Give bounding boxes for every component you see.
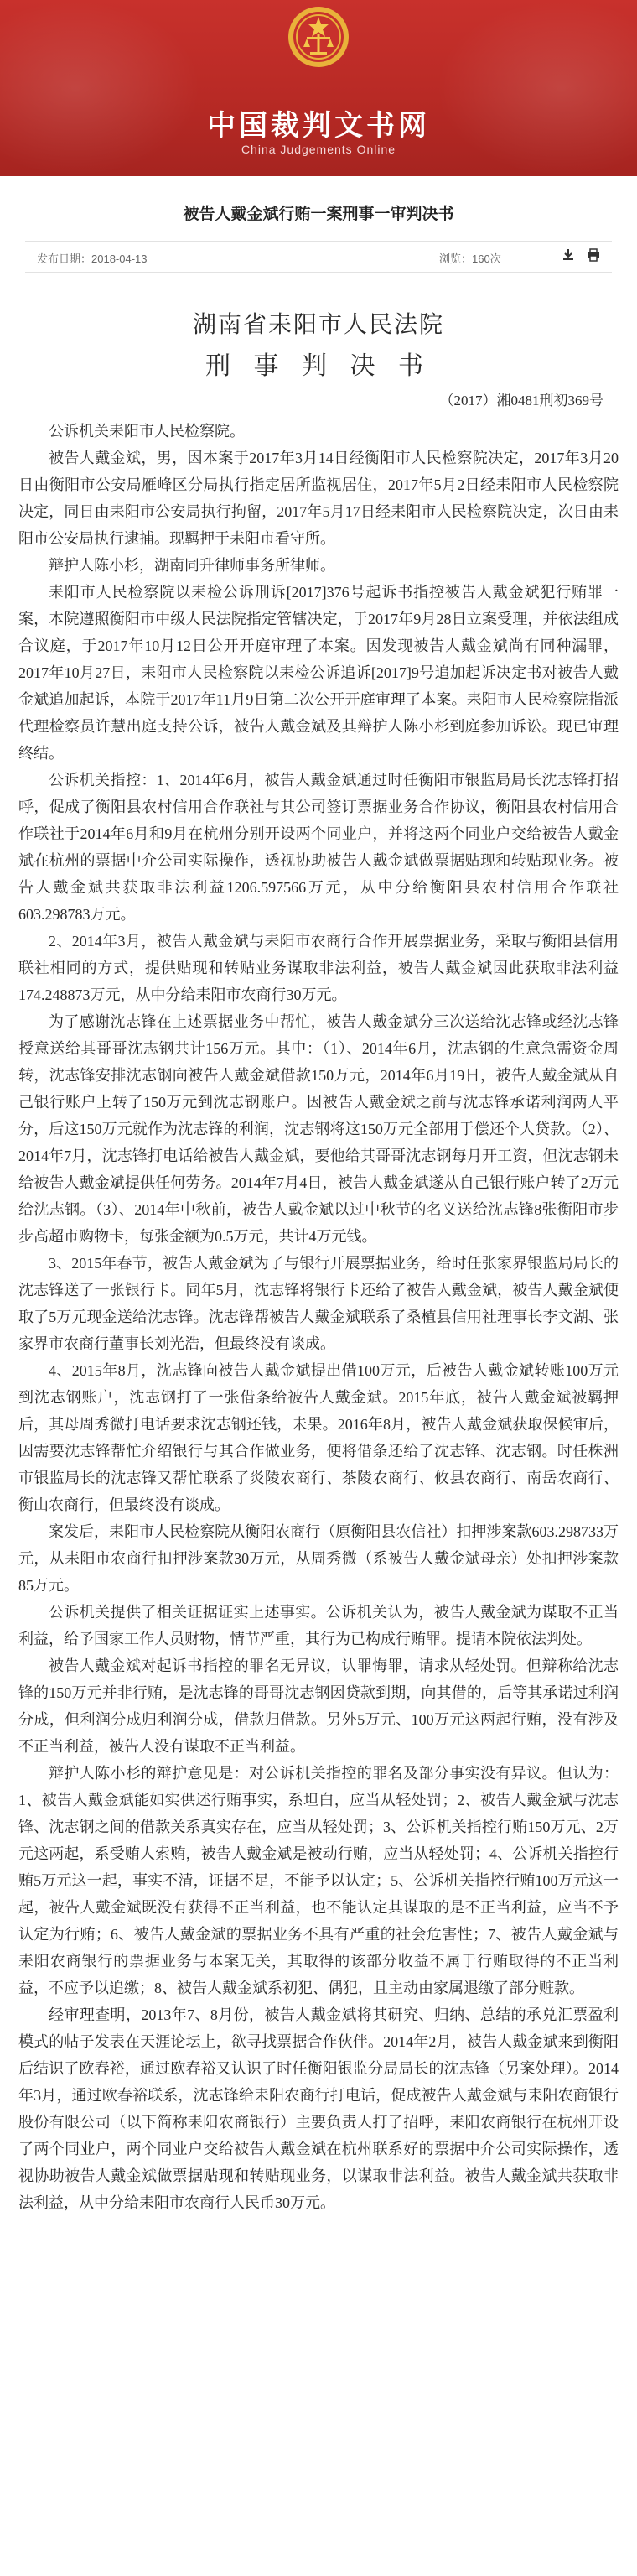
site-banner bbox=[0, 0, 637, 176]
site-subtitle: China Judgements Online bbox=[241, 143, 396, 156]
case-number: （2017）湘0481刑初369号 bbox=[439, 393, 603, 409]
download-icon[interactable] bbox=[562, 248, 575, 262]
judgment-paragraphs bbox=[18, 418, 619, 2216]
paragraph: 被告人戴金斌对起诉书指控的罪名无异议，认罪悔罪，请求从轻处罚。但辩称给沈志锋的150万元并非行贿，是沈志锋的哥哥沈志钢因贷款到期，向其借的，后等其承诺过利润分成，但利润分成归利润分成，借款归借款。另外5万元、100万元这两起行贿，没有涉及不正当利益，被告人没有谋取不正当利益。 bbox=[18, 1657, 619, 1755]
judgment-body bbox=[18, 273, 619, 2216]
court-name: 湖南省耒阳市人民法院 bbox=[192, 312, 444, 338]
paragraph: 4、2015年8月，沈志锋向被告人戴金斌提出借100万元，后被告人戴金斌转账100万元到沈志钢账户，沈志钢打了一张借条给被告人戴金斌。2015年底，被告人戴金斌被羁押后，其母周秀微打电话要求沈志钢还钱，未果。2016年8月，被告人戴金斌获取保候审后，因需要沈志锋帮忙介绍银行与其合作做业务，便将借条还给了沈志锋、沈志钢。时任株洲市银监局长的沈志锋又帮忙联系了炎陵农商行、茶陵农商行、攸县农商行、南岳农商行、衡山农商行，但最终没有谈成。 bbox=[18, 1362, 619, 1513]
paragraph: 耒阳市人民检察院以耒检公诉刑诉[2017]376号起诉书指控被告人戴金斌犯行贿罪一案，本院遵照衡阳市中级人民法院指定管辖决定，于2017年9月28日立案受理，并依法组成合议庭，于2017年10月12日公开开庭审理了本案。因发现被告人戴金斌尚有同种漏罪，2017年10月27日，耒阳市人民检察院以耒检公诉追诉[2017]9号追加起诉决定书对被告人戴金斌追加起诉，本院于2017年11月9日第二次公开开庭审理了本案。耒阳市人民检察院指派代理检察员许慧出庭支持公诉，被告人戴金斌及其辩护人陈小杉到庭参加诉讼。现已审理终结。 bbox=[18, 584, 619, 762]
court-emblem-icon bbox=[287, 5, 350, 69]
paragraph: 被告人戴金斌，男，因本案于2017年3月14日经衡阳市人民检察院决定，2017年3月20日由衡阳市公安局雁峰区分局执行指定居所监视居住，2017年5月2日经耒阳市人民检察院决定，同日由耒阳市公安局执行拘留，2017年5月17日经耒阳市人民检察院决定，次日由耒阳市公安局执行逮捕。现羁押于耒阳市看守所。 bbox=[18, 450, 619, 547]
publish-date: 发布日期：2018-04-13 bbox=[37, 252, 148, 265]
paragraph: 辩护人陈小杉的辩护意见是：对公诉机关指控的罪名及部分事实没有异议。但认为：1、被告人戴金斌能如实供述行贿事实，系坦白，应当从轻处罚；2、被告人戴金斌与沈志锋、沈志钢之间的借款关系真实存在，应当从轻处罚；3、公诉机关指控行贿150万元、2万元这两起，系受贿人索贿，被告人戴金斌是被动行贿，应当从轻处罚；4、公诉机关指控行贿5万元这一起，事实不清，证据不足，不能予以认定；5、公诉机关指控行贿100万元这一起，被告人戴金斌既没有获得不正当利益，也不能认定其谋取的是不正当利益，应当不予认定为行贿；6、被告人戴金斌的票据业务不具有严重的社会危害性；7、被告人戴金斌与耒阳农商银行的票据业务与本案无关，其取得的该部分收益不属于行贿取得的不正当利益，不应予以追缴；8、被告人戴金斌系初犯、偶犯，且主动由家属退缴了部分赃款。 bbox=[18, 1765, 619, 1996]
paragraph: 辩护人陈小杉，湖南同升律师事务所律师。 bbox=[49, 557, 335, 574]
paragraph: 2、2014年3月，被告人戴金斌与耒阳市农商行合作开展票据业务，采取与衡阳县信用联社相同的方式，提供贴现和转贴业务谋取非法利益，被告人戴金斌因此获取非法利益174.248873万元，从中分给耒阳市农商行30万元。 bbox=[18, 933, 619, 1003]
document-meta-bar bbox=[25, 241, 612, 273]
paragraph: 案发后，耒阳市人民检察院从衡阳农商行（原衡阳县农信社）扣押涉案款603.298733万元，从耒阳市农商行扣押涉案款30万元，从周秀微（系被告人戴金斌母亲）处扣押涉案款85万元。 bbox=[18, 1523, 619, 1594]
print-icon[interactable] bbox=[587, 248, 600, 262]
paragraph: 公诉机关指控：1、2014年6月，被告人戴金斌通过时任衡阳市银监局局长沈志锋打招呼，促成了衡阳县农村信用合作联社与其公司签订票据业务合作协议，衡阳县农村信用合作联社于2014年6月和9月在杭州分别开设两个同业户，并将这两个同业户交给被告人戴金斌在杭州的票据中介公司实际操作，透视协助被告人戴金斌做票据贴现和转贴现业务。被告人戴金斌共获取非法利益1206.597566万元，从中分给衡阳县农村信用合作联社603.298783万元。 bbox=[18, 772, 619, 923]
document-actions bbox=[562, 248, 600, 262]
paragraph: 公诉机关提供了相关证据证实上述事实。公诉机关认为，被告人戴金斌为谋取不正当利益，给予国家工作人员财物，情节严重，其行为已构成行贿罪。提请本院依法判处。 bbox=[18, 1604, 619, 1647]
paragraph: 经审理查明，2013年7、8月份，被告人戴金斌将其研究、归纳、总结的承兑汇票盈利模式的帖子发表在天涯论坛上，欲寻找票据合作伙伴。2014年2月，被告人戴金斌来到衡阳后结识了欧春裕，通过欧春裕又认识了时任衡阳银监分局局长的沈志锋（另案处理）。2014年3月，通过欧春裕联系，沈志锋给耒阳农商行打电话，促成被告人戴金斌与耒阳农商银行股份有限公司（以下简称耒阳农商银行）主要负责人打了招呼，耒阳农商银行在杭州开设了两个同业户，两个同业户交给被告人戴金斌在杭州联系好的票据中介公司实际操作，透视协助被告人戴金斌做票据贴现和转贴现业务，以谋取非法利益。被告人戴金斌共获取非法利益，从中分给耒阳市农商行人民币30万元。 bbox=[18, 2006, 619, 2211]
judgment-type: 刑 事 判 决 书 bbox=[205, 352, 432, 380]
view-count: 浏览：160次 bbox=[439, 252, 501, 265]
paragraph: 3、2015年春节，被告人戴金斌为了与银行开展票据业务，给时任张家界银监局局长的沈志锋送了一张银行卡。同年5月，沈志锋将银行卡还给了被告人戴金斌，被告人戴金斌便取了5万元现金送给沈志锋。沈志锋帮被告人戴金斌联系了桑植县信用社理事长李文湖、张家界市农商行董事长刘光浩，但最终没有谈成。 bbox=[18, 1255, 619, 1352]
document-title: 被告人戴金斌行贿一案刑事一审判决书 bbox=[183, 206, 454, 223]
site-title[interactable]: 中国裁判文书网 bbox=[207, 111, 430, 142]
paragraph: 公诉机关耒阳市人民检察院。 bbox=[49, 423, 245, 440]
paragraph: 为了感谢沈志锋在上述票据业务中帮忙，被告人戴金斌分三次送给沈志锋或经沈志锋授意送给其哥哥沈志钢共计156万元。其中：（1）、2014年6月，沈志钢的生意急需资金周转，沈志锋安排沈志钢向被告人戴金斌借款150万元，2014年6月19日，被告人戴金斌从自己银行账户上转了150万元到沈志钢账户。因被告人戴金斌之前与沈志锋承诺利润两人平分，后这150万元就作为沈志锋的利润，沈志钢将这150万元全部用于偿还个人贷款。（2）、2014年7月，沈志锋打电话给被告人戴金斌，要他给其哥哥沈志钢每月开工资，但沈志钢未给被告人戴金斌提供任何劳务。2014年7月4日，被告人戴金斌遂从自己银行账户转了2万元给沈志钢。（3）、2014年中秋前，被告人戴金斌以过中秋节的名义送给沈志锋8张衡阳市步步高超市购物卡，每张金额为0.5万元，共计4万元钱。 bbox=[18, 1013, 619, 1245]
